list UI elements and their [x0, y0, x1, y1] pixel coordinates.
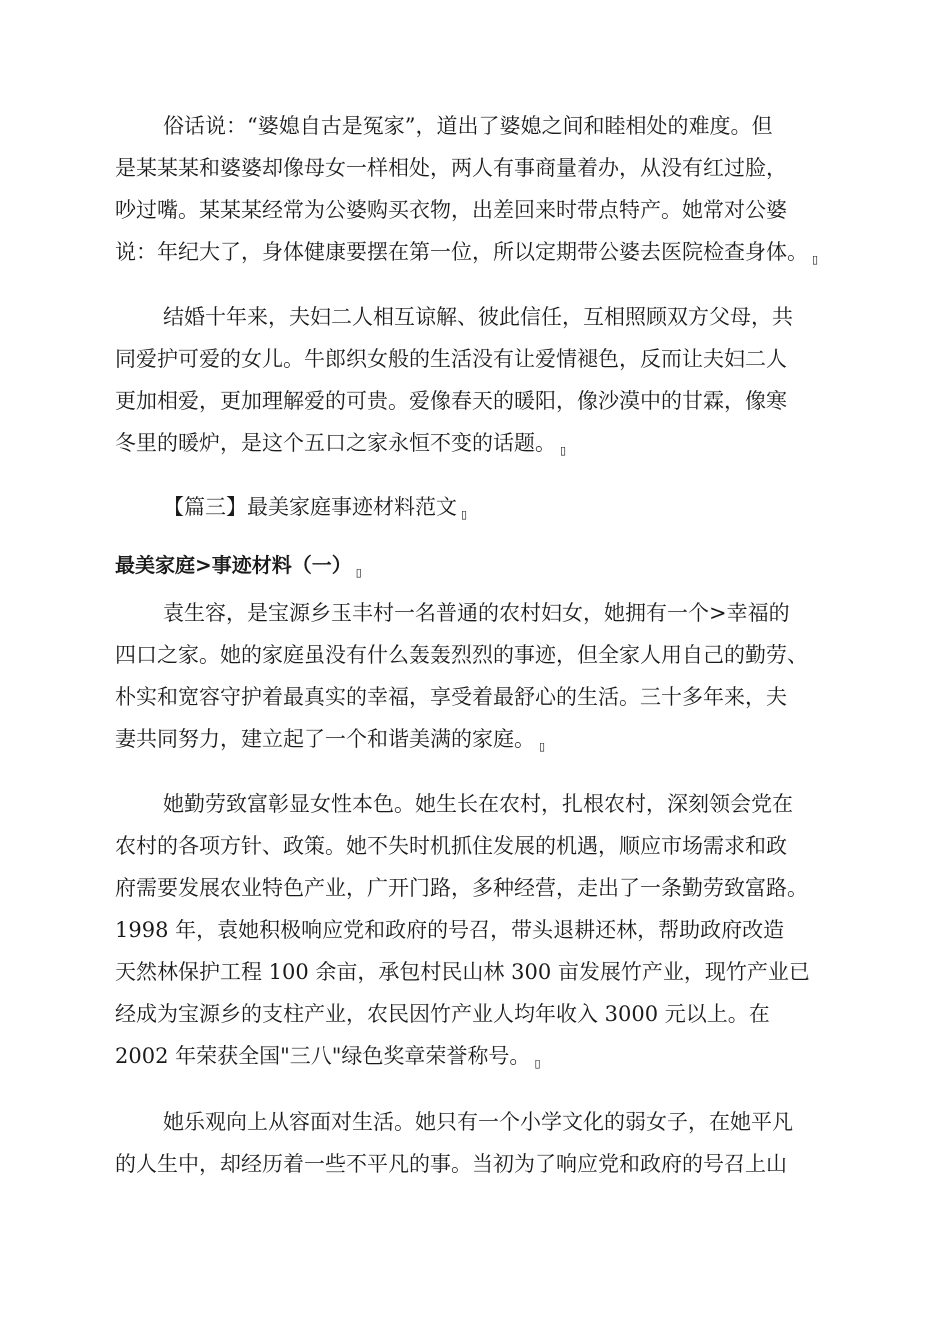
section-title-text: 【篇三】最美家庭事迹材料范文	[163, 495, 457, 519]
paragraph-mark-icon: ▯	[560, 444, 567, 457]
text-line: 2002 年荣获全国"三八"绿色奖章荣誉称号。	[115, 1044, 531, 1068]
text-line: 吵过嘴。某某某经常为公婆购买衣物，出差回来时带点特产。她常对公婆	[115, 198, 787, 222]
text-line: 冬里的暖炉，是这个五口之家永恒不变的话题。	[115, 431, 556, 455]
text-line: 她乐观向上从容面对生活。她只有一个小学文化的弱女子，在她平凡	[163, 1110, 793, 1134]
text-line: 的人生中，却经历着一些不平凡的事。当初为了响应党和政府的号召上山	[115, 1152, 787, 1176]
text-line: 农村的各项方针、政策。她不失时机抓住发展的机遇，顺应市场需求和政	[115, 834, 787, 858]
text-line: 是某某某和婆婆却像母女一样相处，两人有事商量着办，从没有红过脸，	[115, 156, 787, 180]
paragraph-mark-icon: ▯	[539, 740, 546, 753]
text-line: 经成为宝源乡的支柱产业，农民因竹产业人均年收入 3000 元以上。在	[115, 1002, 770, 1026]
text-line: 天然林保护工程 100 余亩，承包村民山林 300 亩发展竹产业，现竹产业已	[115, 960, 810, 984]
text-line: 府需要发展农业特色产业，广开门路，多种经营，走出了一条勤劳致富路。	[115, 876, 808, 900]
section-title	[115, 486, 855, 528]
paragraph-ten-years	[115, 296, 855, 464]
paragraph-yuan-shengrong	[115, 592, 855, 760]
paragraph-mark-icon: ▯	[812, 253, 819, 266]
paragraph-diligent	[115, 783, 855, 1077]
text-line: 同爱护可爱的女儿。牛郎织女般的生活没有让爱情褪色，反而让夫妇二人	[115, 347, 787, 371]
paragraph-optimistic	[115, 1101, 855, 1185]
paragraph-mark-icon: ▯	[461, 508, 468, 521]
text-line: 妻共同努力，建立起了一个和谐美满的家庭。	[115, 727, 535, 751]
text-line: 更加相爱，更加理解爱的可贵。爱像春天的暖阳，像沙漠中的甘霖，像寒	[115, 389, 787, 413]
subsection-heading	[115, 544, 855, 586]
text-line: 朴实和宽容守护着最真实的幸福，享受着最舒心的生活。三十多年来，夫	[115, 685, 787, 709]
text-line: 俗话说：“婆媳自古是冤家”，道出了婆媳之间和睦相处的难度。但	[163, 114, 773, 138]
text-line: 袁生容，是宝源乡玉丰村一名普通的农村妇女，她拥有一个>幸福的	[163, 601, 790, 625]
paragraph-mark-icon: ▯	[355, 566, 362, 579]
text-line: 她勤劳致富彰显女性本色。她生长在农村，扎根农村，深刻领会党在	[163, 792, 793, 816]
subsection-heading-text: 最美家庭>事迹材料（一）	[115, 553, 352, 577]
text-line: 四口之家。她的家庭虽没有什么轰轰烈烈的事迹，但全家人用自己的勤劳、	[115, 643, 808, 667]
text-line: 1998 年，袁她积极响应党和政府的号召，带头退耕还林，帮助政府改造	[115, 918, 785, 942]
text-line: 说：年纪大了，身体健康要摆在第一位，所以定期带公婆去医院检查身体。	[115, 240, 808, 264]
paragraph-mother-in-law	[115, 105, 855, 273]
paragraph-mark-icon: ▯	[534, 1057, 541, 1070]
text-line: 结婚十年来，夫妇二人相互谅解、彼此信任，互相照顾双方父母，共	[163, 305, 793, 329]
